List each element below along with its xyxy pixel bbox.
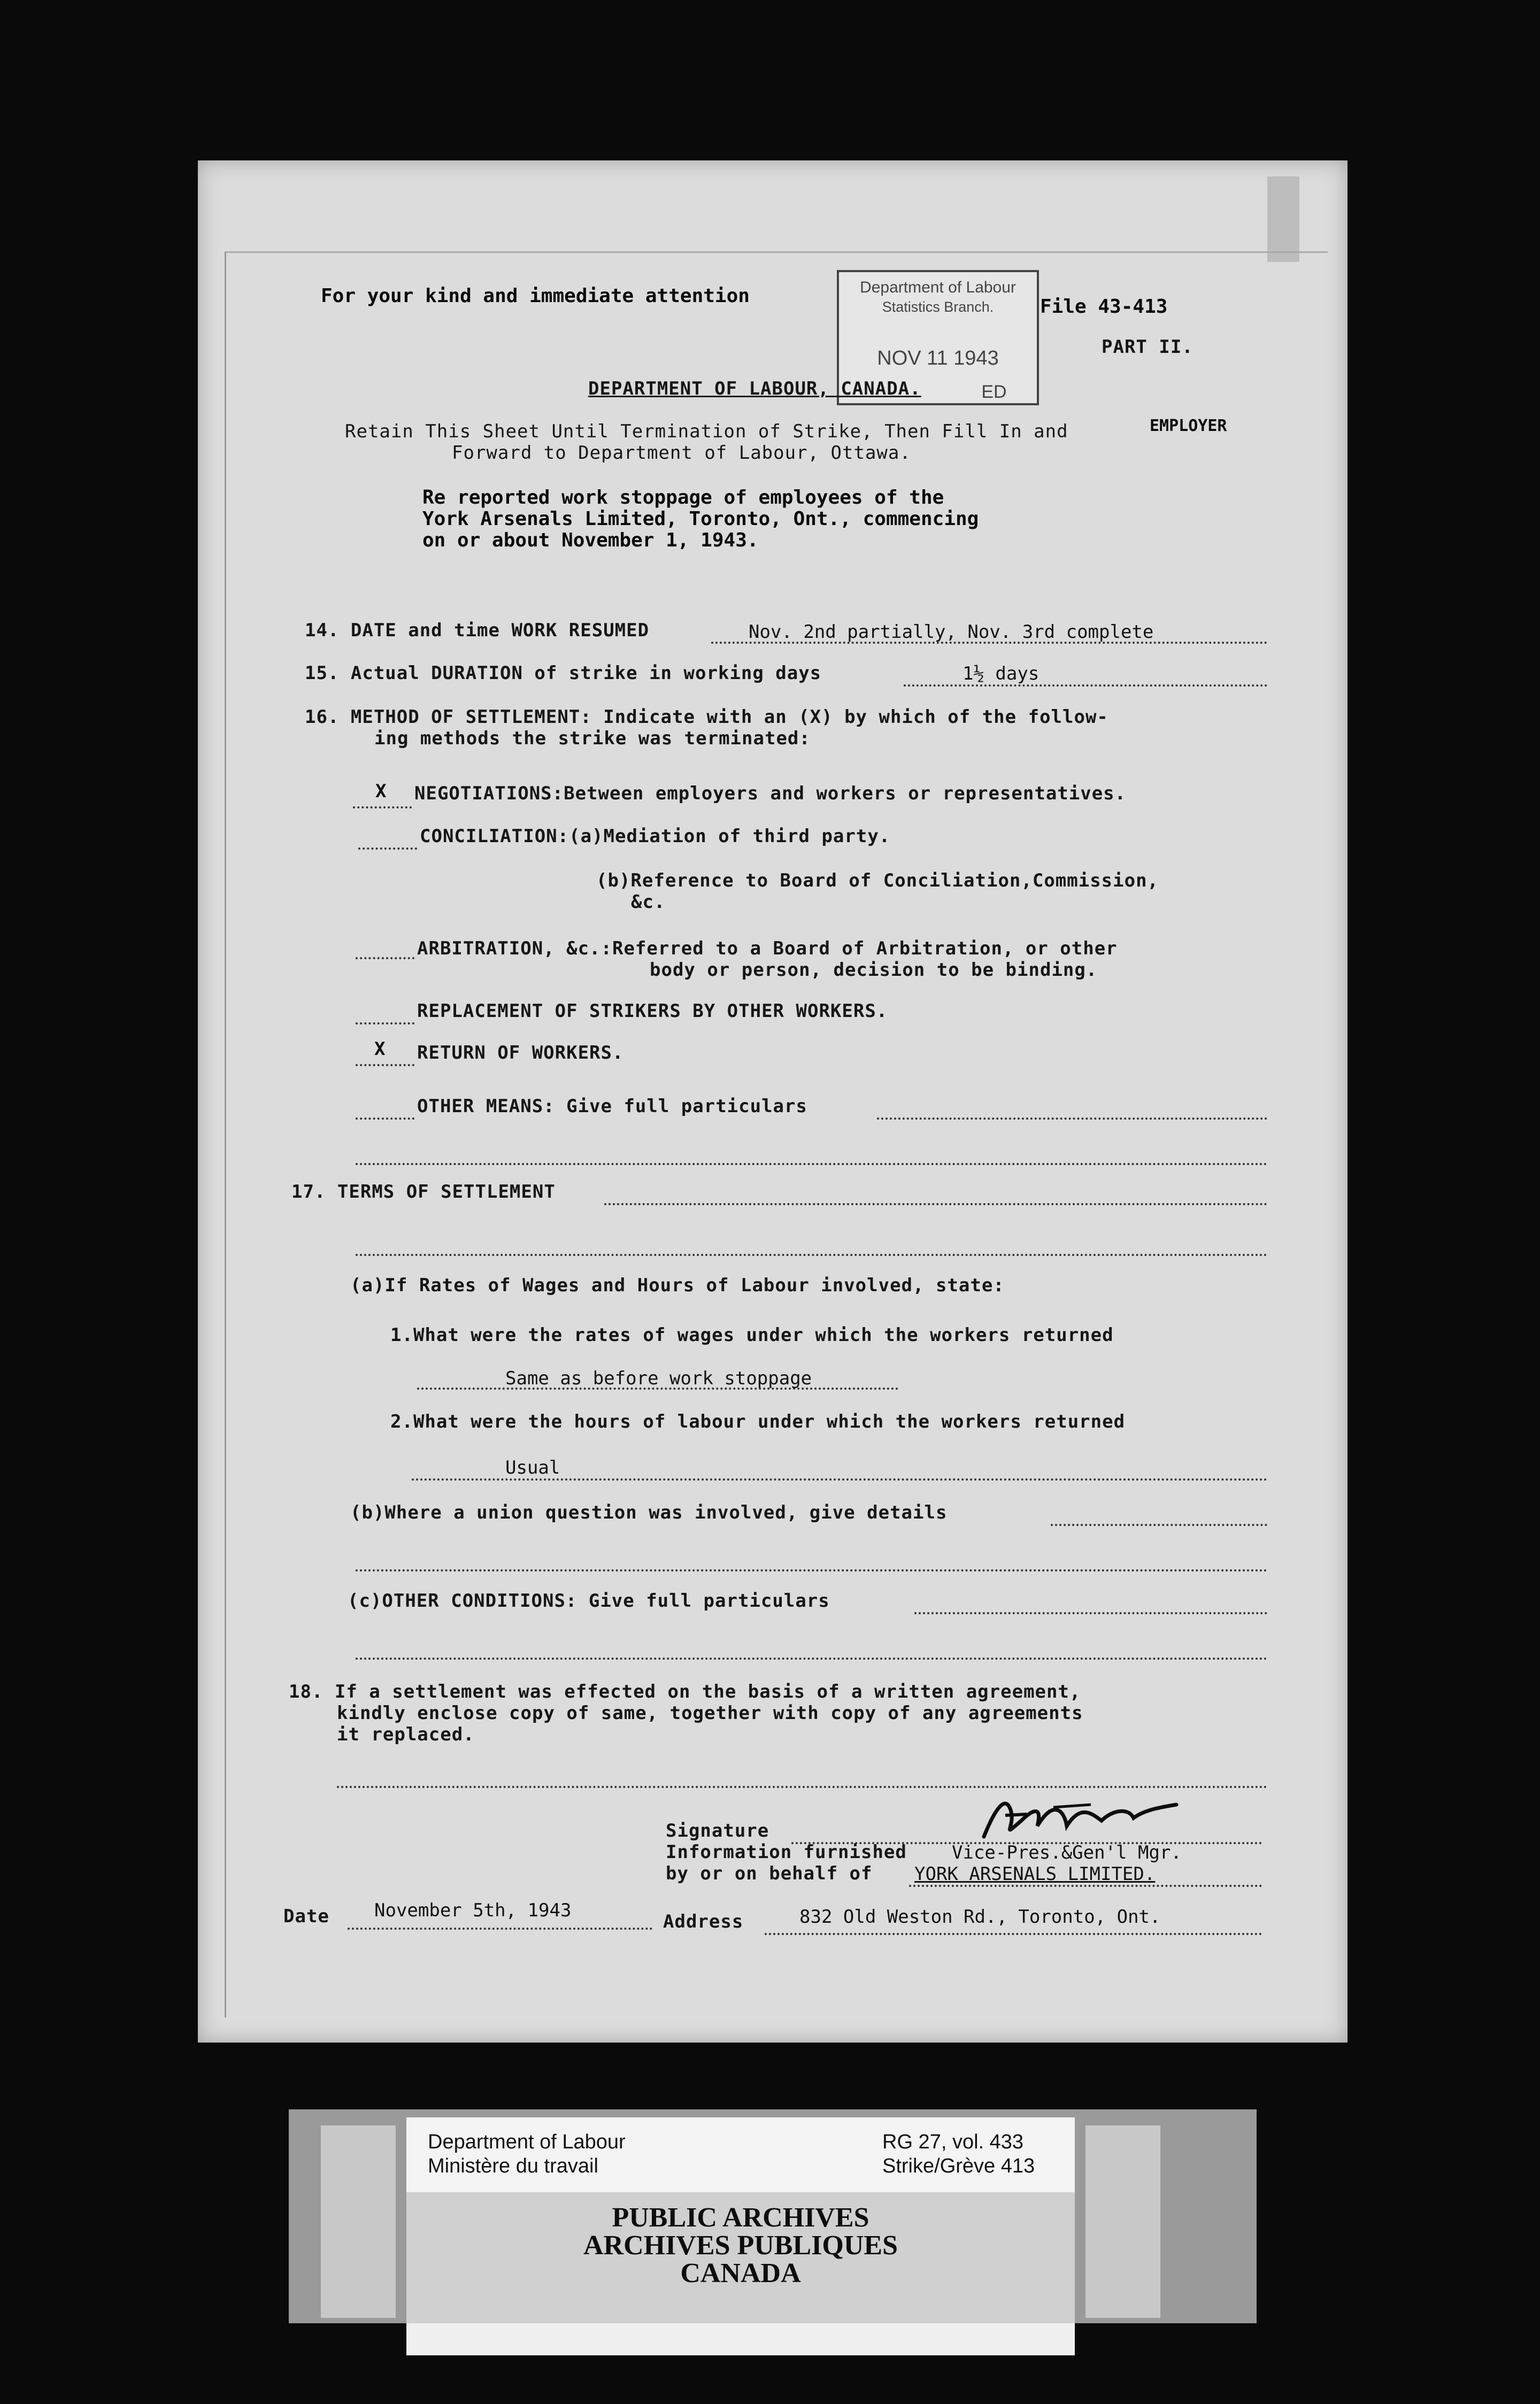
q17a2-line <box>412 1478 1267 1481</box>
q14-value: Nov. 2nd partially, Nov. 3rd complete <box>749 621 1154 643</box>
conc-text: CONCILIATION:(a)Mediation of third party. <box>420 826 891 847</box>
neg-text: NEGOTIATIONS:Between employers and workers or representatives. <box>414 783 1127 804</box>
info-value-2: YORK ARSENALS LIMITED. <box>914 1863 1156 1885</box>
q17b-line-2 <box>356 1569 1267 1571</box>
archives-line-1: PUBLIC ARCHIVES <box>612 2202 869 2233</box>
q17b-text: (b)Where a union question was involved, give details <box>350 1502 948 1523</box>
q17c-text: (c)OTHER CONDITIONS: Give full particulars <box>348 1590 830 1612</box>
address-value: 832 Old Weston Rd., Toronto, Ont. <box>799 1906 1161 1928</box>
arb-line-2: body or person, decision to be binding. <box>650 959 1098 981</box>
date-value: November 5th, 1943 <box>374 1900 572 1921</box>
department-heading: DEPARTMENT OF LABOUR, CANADA. <box>588 378 921 399</box>
stamp-date: NOV 11 1943 <box>877 347 999 369</box>
q17-label: 17. TERMS OF SETTLEMENT <box>291 1181 556 1203</box>
q15-value: 1½ days <box>962 663 1040 684</box>
employer-overprint: EMPLOYER <box>1150 417 1227 435</box>
re-line-3: on or about November 1, 1943. <box>422 529 759 551</box>
ret-mark: X <box>374 1038 386 1060</box>
other-text: OTHER MEANS: Give full particulars <box>417 1096 807 1117</box>
re-line-2: York Arsenals Limited, Toronto, Ont., commencing <box>422 508 979 530</box>
repl-dotted <box>356 1022 414 1024</box>
q16-line-2: ing methods the strike was terminated: <box>374 728 811 749</box>
stamp-branch: Statistics Branch. <box>882 299 994 315</box>
attention-line: For your kind and immediate attention <box>321 285 750 307</box>
file-number: File 43-413 <box>1040 296 1168 318</box>
q17-line-1 <box>604 1203 1267 1205</box>
info-line <box>909 1885 1262 1887</box>
q15-label: 15. Actual DURATION of strike in working days <box>305 662 822 684</box>
label-bottom-strip <box>406 2323 1075 2355</box>
q17a2-value: Usual <box>505 1457 560 1478</box>
label-ref-2: Strike/Grève 413 <box>882 2155 1035 2177</box>
q18-line-1: 18. If a settlement was effected on the basis of a written agreement, <box>289 1681 1081 1702</box>
ret-dotted <box>356 1064 414 1066</box>
q15-dotted-line <box>904 684 1267 687</box>
q17c-line-2 <box>356 1658 1267 1660</box>
conc-b-line-2: &c. <box>631 891 666 913</box>
tape-mark <box>1267 176 1299 262</box>
date-line <box>348 1928 652 1930</box>
address-label: Address <box>663 1911 744 1932</box>
ret-text: RETURN OF WORKERS. <box>417 1042 624 1064</box>
q18-line-2: kindly enclose copy of same, together with copy of any agreements <box>337 1702 1083 1724</box>
label-ref-1: RG 27, vol. 433 <box>882 2131 1024 2153</box>
label-dept-en: Department of Labour <box>428 2131 626 2153</box>
q16-line-1: 16. METHOD OF SETTLEMENT: Indicate with an (X) by which of the follow- <box>305 706 1108 728</box>
q14-label: 14. DATE and time WORK RESUMED <box>305 620 650 641</box>
stamp-suffix: ED <box>981 382 1007 402</box>
conc-b-line-1: (b)Reference to Board of Conciliation,Commission, <box>596 870 1159 891</box>
neg-mark: X <box>375 781 387 802</box>
q18-line <box>337 1786 1267 1788</box>
label-clip-right <box>1085 2125 1160 2318</box>
stamp-dept: Department of Labour <box>860 279 1016 296</box>
q17a1-text: 1.What were the rates of wages under which the workers returned <box>390 1324 1114 1346</box>
info-label-1: Information furnished <box>666 1841 907 1863</box>
q17a1-value: Same as before work stoppage <box>505 1368 812 1389</box>
address-line <box>765 1933 1262 1935</box>
other-line-1 <box>877 1118 1267 1120</box>
date-label: Date <box>283 1906 329 1927</box>
info-value-1: Vice-Pres.&Gen'l Mgr. <box>952 1842 1182 1863</box>
label-dept-fr: Ministère du travail <box>428 2155 598 2177</box>
q17a-text: (a)If Rates of Wages and Hours of Labour involved, state: <box>350 1275 1005 1296</box>
arb-line-1: ARBITRATION, &c.:Referred to a Board of Arbitration, or other <box>417 938 1118 959</box>
q17-line-2 <box>356 1254 1267 1256</box>
other-line-2 <box>356 1163 1267 1165</box>
other-dotted <box>356 1118 414 1120</box>
archives-line-2: ARCHIVES PUBLIQUES <box>583 2230 898 2261</box>
re-line-1: Re reported work stoppage of employees of the <box>422 487 944 508</box>
q17b-line-1 <box>1051 1524 1267 1526</box>
repl-text: REPLACEMENT OF STRIKERS BY OTHER WORKERS. <box>417 1000 888 1022</box>
conc-dotted <box>358 847 417 850</box>
archives-line-3: CANADA <box>680 2258 801 2289</box>
signature-label: Signature <box>666 1820 769 1841</box>
q18-line-3: it replaced. <box>337 1724 475 1745</box>
info-label-2: by or on behalf of <box>666 1863 873 1884</box>
part-label: PART II. <box>1102 336 1194 358</box>
label-clip-left <box>321 2125 396 2318</box>
arb-dotted <box>356 957 414 959</box>
retain-line-1: Retain This Sheet Until Termination of Strike, Then Fill In and <box>345 421 1068 442</box>
neg-dotted <box>353 806 412 808</box>
q17c-line-1 <box>914 1612 1267 1614</box>
handwritten-signature <box>973 1789 1198 1847</box>
retain-line-2: Forward to Department of Labour, Ottawa. <box>452 442 911 464</box>
q17a2-text: 2.What were the hours of labour under which the workers returned <box>390 1411 1126 1432</box>
